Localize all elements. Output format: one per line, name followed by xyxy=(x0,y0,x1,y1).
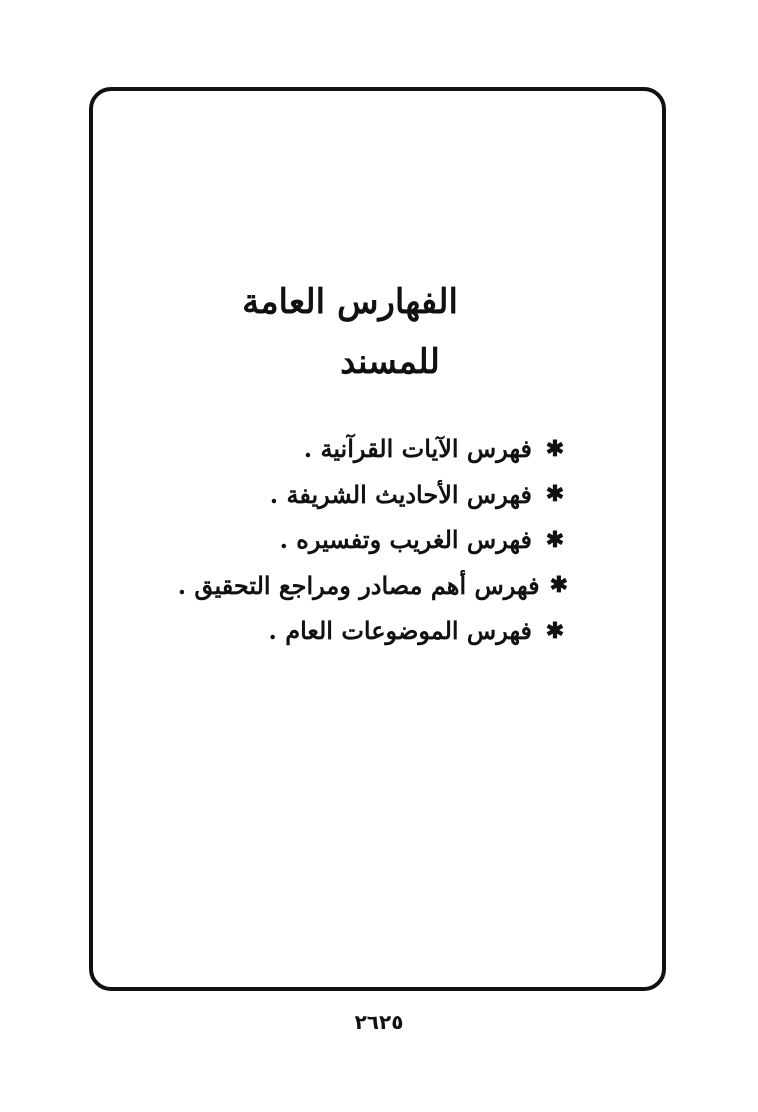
list-item xyxy=(208,472,568,518)
list-item xyxy=(208,608,568,654)
page-title: الفهارس العامة xyxy=(242,282,458,322)
asterisk-icon: ✱ xyxy=(549,572,568,599)
list-item-text: فهرس أهم مصادر ومراجع التحقيق . xyxy=(177,570,540,600)
index-list xyxy=(177,426,568,654)
list-item-text: فهرس الأحاديث الشريفة . xyxy=(269,479,532,509)
title-block xyxy=(200,272,500,392)
list-item-text: فهرس الموضوعات العام . xyxy=(268,616,532,646)
list-item xyxy=(208,426,568,472)
list-item xyxy=(177,563,568,609)
asterisk-icon: ✱ xyxy=(545,526,565,553)
list-item xyxy=(208,517,568,563)
page-number: ٢٦٢٥ xyxy=(354,1010,404,1034)
asterisk-icon: ✱ xyxy=(545,481,565,508)
list-item-text: فهرس الغريب وتفسيره . xyxy=(279,525,532,555)
asterisk-icon: ✱ xyxy=(545,617,565,644)
asterisk-icon: ✱ xyxy=(545,435,565,462)
page-subtitle: للمسند xyxy=(340,342,440,382)
list-item-text: فهرس الآيات القرآنية . xyxy=(303,434,532,464)
